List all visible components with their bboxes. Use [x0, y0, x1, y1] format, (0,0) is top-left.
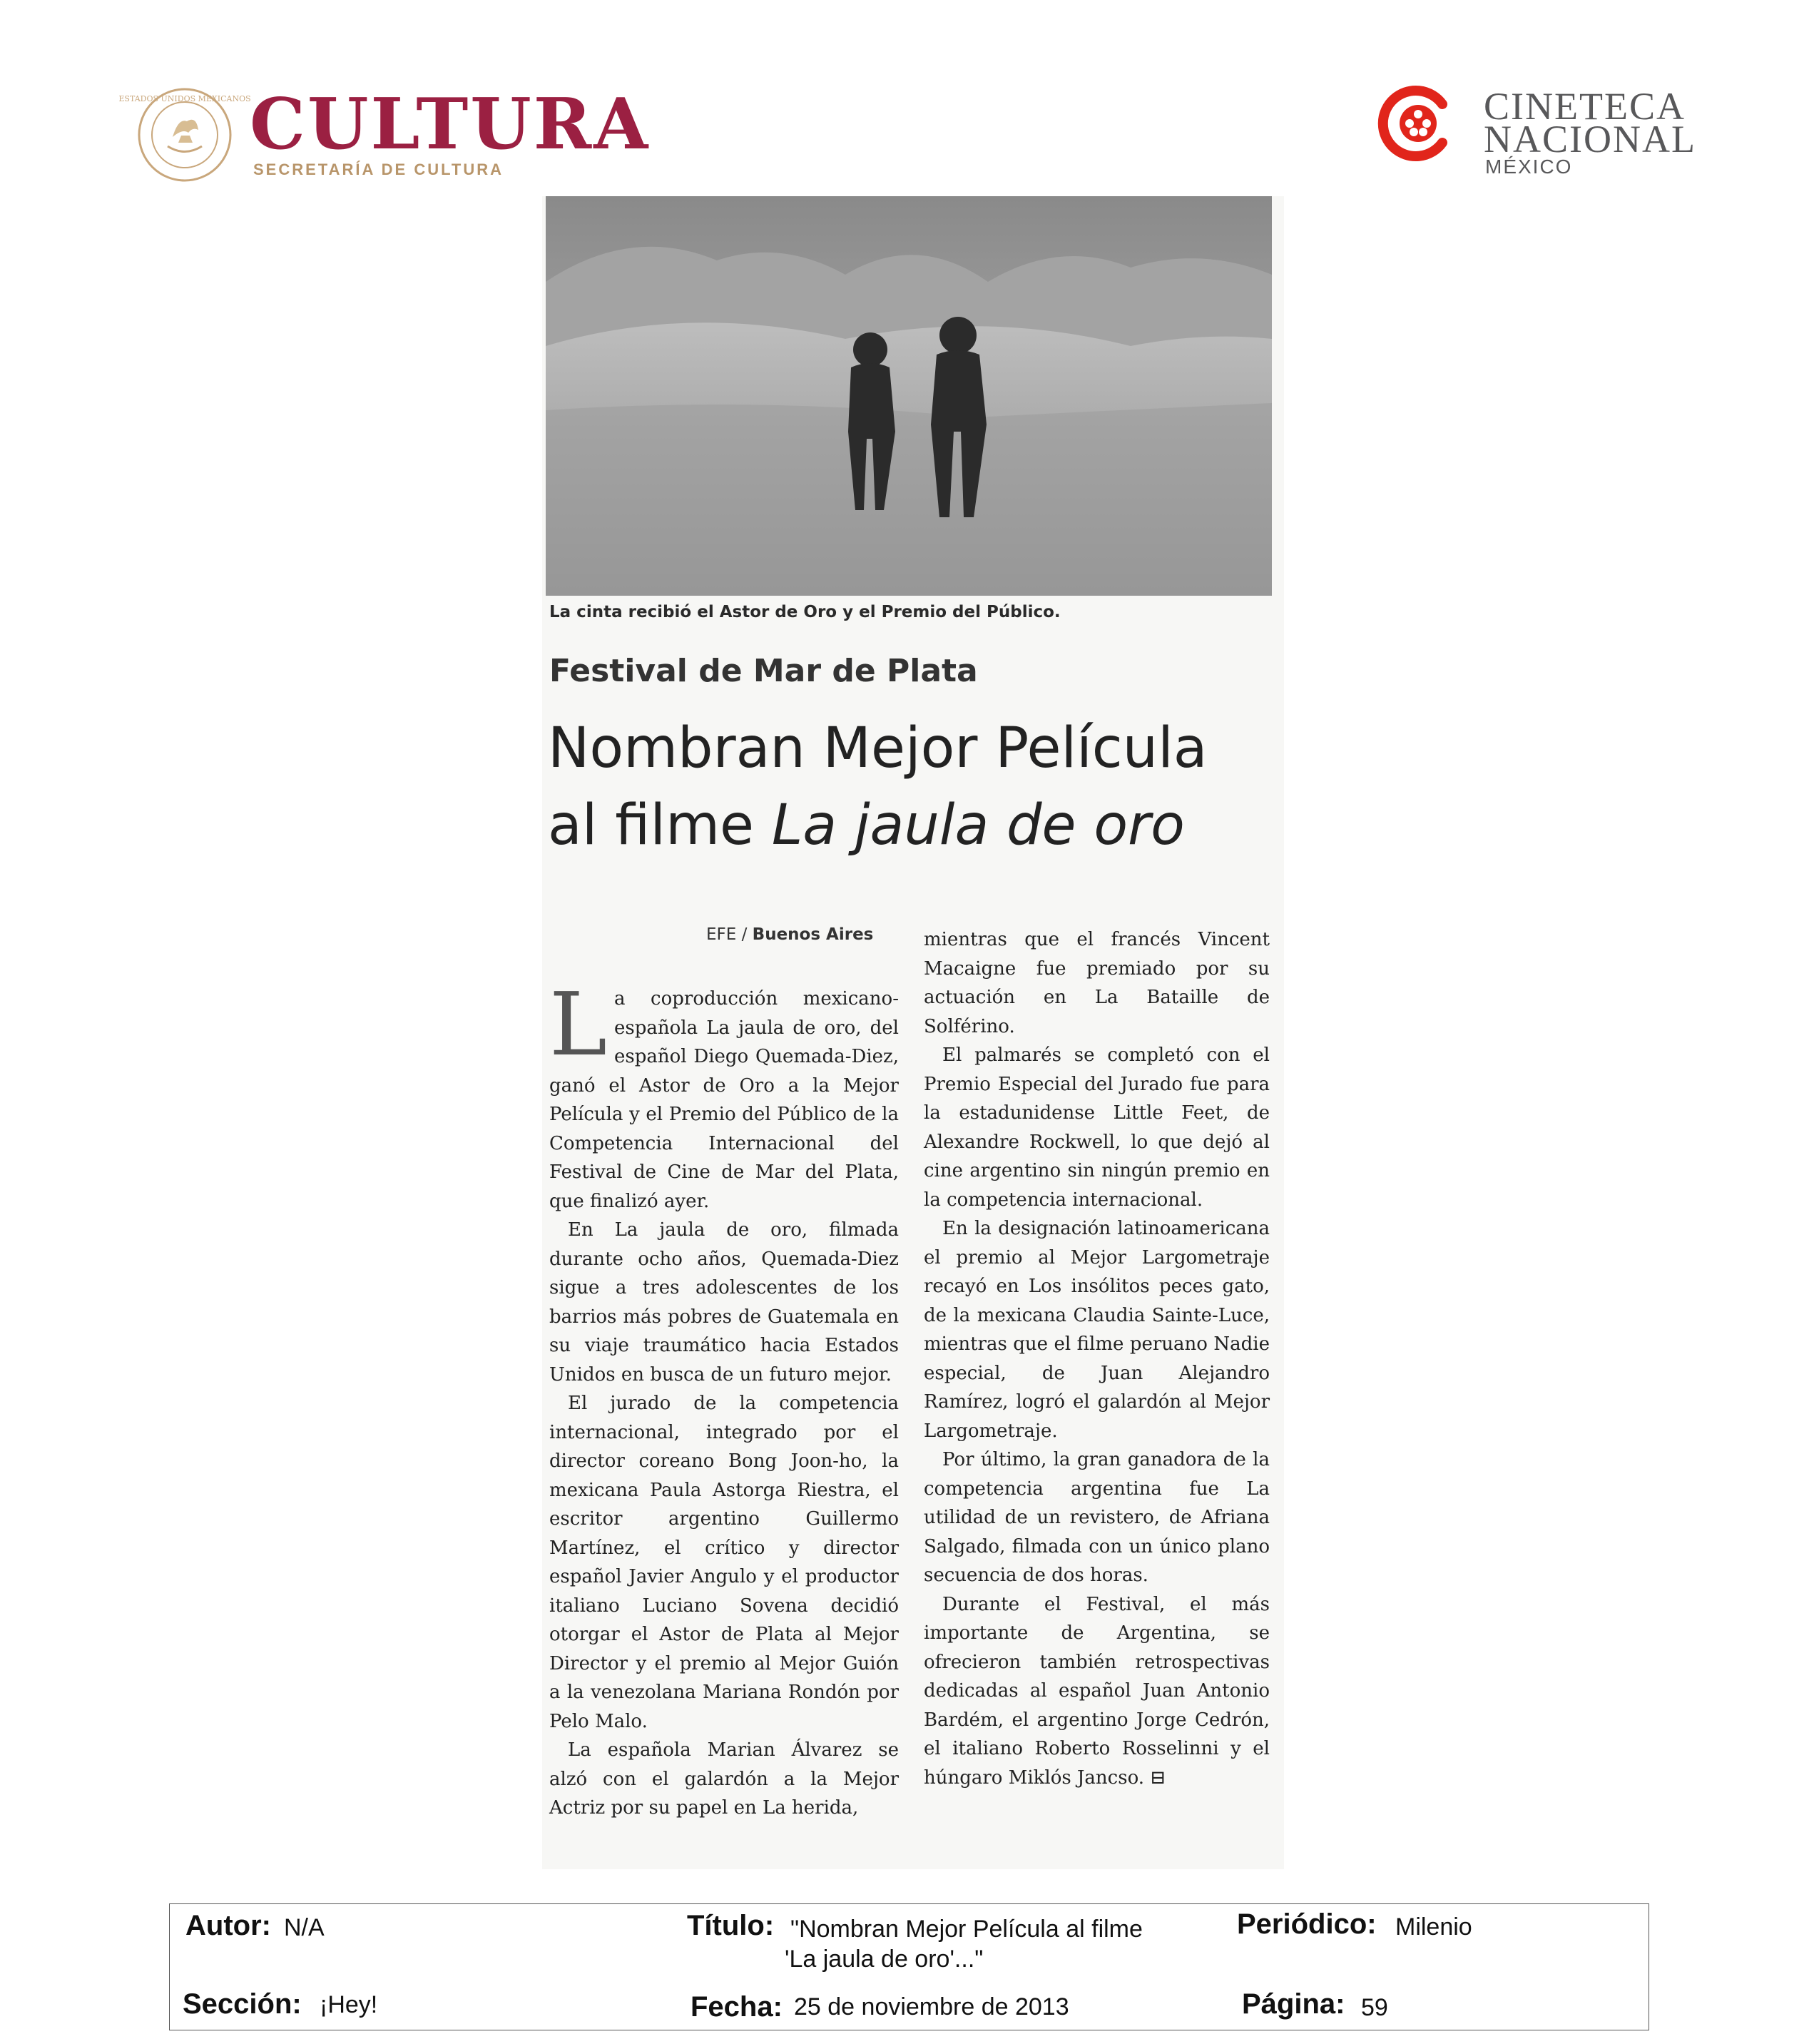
byline	[706, 925, 873, 944]
newspaper-clipping	[542, 196, 1284, 1869]
titulo-value-line1: "Nombran Mejor Película al filme	[790, 1916, 1143, 1943]
cultura-logo	[118, 83, 651, 185]
cultura-wordmark: CULTURA	[250, 83, 651, 166]
drop-cap: L	[549, 974, 608, 1075]
section-kicker: Festival de Mar de Plata	[549, 653, 978, 689]
article-paragraph: En La jaula de oro, filmada durante ocho años, Quemada-Diez sigue a tres adolescentes de los barrios más pobres de Guatemala en su viaje traumático hacia Estados Unidos en busca de un futuro mejor.	[549, 1219, 899, 1385]
article-paragraph: La española Marian Álvarez se alzó con el galardón a la Mejor Actriz por su papel en La herida,	[549, 1739, 899, 1819]
titulo-label: Título:	[687, 1910, 775, 1941]
svg-text:ESTADOS UNIDOS MEXICANOS: ESTADOS UNIDOS MEXICANOS	[118, 94, 251, 103]
cineteca-logo	[1377, 84, 1696, 184]
pagina-label: Página:	[1242, 1988, 1345, 2020]
article-paragraph: El jurado de la competencia internacional, integrado por el director coreano Bong Joon-ho, la mexicana Paula Astorga Riestra, el escritor argentino Guillermo Martínez, el crítico y director español Javier Angulo y el productor italiano Luciano Sovena decidió otorgar el Astor de Plata al Mejor Director y el premio al Mejor Guión a la venezolana Mariana Rondón por Pelo Malo.	[549, 1393, 899, 1732]
paragraph-text: a coproducción mexicano-española La jaula de oro, del español Diego Quemada-Diez, ganó el Astor de Oro a la Mejor Película y el Premio del Público de la Competencia Internacional del Festival de Cine de Mar del Plata, que finalizó ayer.	[549, 988, 899, 1212]
clipping-metadata-table	[169, 1903, 1649, 2030]
headline-line-1: Nombran Mejor Película	[548, 716, 1208, 781]
byline-agency: EFE /	[706, 925, 748, 944]
fecha-value: 25 de noviembre de 2013	[794, 1993, 1069, 2020]
cineteca-country: MÉXICO	[1485, 156, 1573, 178]
seccion-value: ¡Hey!	[320, 1991, 378, 2018]
fecha-label: Fecha:	[691, 1991, 783, 2023]
headline-film-title: La jaula de oro	[771, 793, 1185, 858]
article-column-right	[924, 925, 1270, 1792]
titulo-value-line2: 'La jaula de oro'..."	[785, 1946, 984, 1973]
periodico-label: Periódico:	[1237, 1908, 1377, 1940]
pagina-value: 59	[1361, 1994, 1388, 2021]
article-paragraph: Por último, la gran ganadora de la competencia argentina fue La utilidad de un revistero, de Afriana Salgado, filmada con un único plano secuencia de dos horas.	[924, 1449, 1270, 1586]
headline-line-2-plain: al filme	[548, 793, 772, 858]
cineteca-name-line2: NACIONAL	[1484, 118, 1696, 161]
article-paragraph	[549, 974, 899, 1216]
byline-city: Buenos Aires	[752, 925, 874, 944]
headline-line-2	[548, 787, 1275, 864]
autor-label: Autor:	[185, 1910, 271, 1941]
cineteca-name-line1: CINETECA	[1484, 85, 1686, 128]
article-paragraph: mientras que el francés Vincent Macaigne fue premiado por su actuación en La Bataille de Solférino.	[924, 929, 1270, 1037]
article-paragraph: El palmarés se completó con el Premio Especial del Jurado fue para la estadunidense Little Feet, de Alexandre Rockwell, lo que dejó al cine argentino sin ningún premio en la competencia internacional.	[924, 1044, 1270, 1211]
periodico-value: Milenio	[1395, 1913, 1472, 1941]
film-still-photo	[546, 196, 1272, 596]
mexico-seal-icon	[118, 86, 251, 184]
cultura-subtitle: SECRETARÍA DE CULTURA	[253, 161, 504, 178]
article-column-left	[549, 974, 899, 1823]
article-headline	[548, 710, 1275, 864]
photo-caption: La cinta recibió el Astor de Oro y el Premio del Público.	[549, 603, 1061, 621]
film-reel-icon	[1377, 84, 1455, 163]
article-paragraph: Durante el Festival, el más importante de Argentina, se ofrecieron también retrospectivas dedicadas al español Juan Antonio Bardém, el argentino Jorge Cedrón, el italiano Roberto Rosselinni y el húngaro Miklós Jancso. ⊟	[924, 1593, 1270, 1789]
article-paragraph: En la designación latinoamericana el premio al Mejor Largometraje recayó en Los insólitos peces gato, de la mexicana Claudia Sainte-Luce, mientras que el filme peruano Nadie especial, de Juan Alejandro Ramírez, logró el galardón al Mejor Largometraje.	[924, 1218, 1270, 1442]
seccion-label: Sección:	[183, 1988, 302, 2020]
autor-value: N/A	[284, 1914, 325, 1941]
